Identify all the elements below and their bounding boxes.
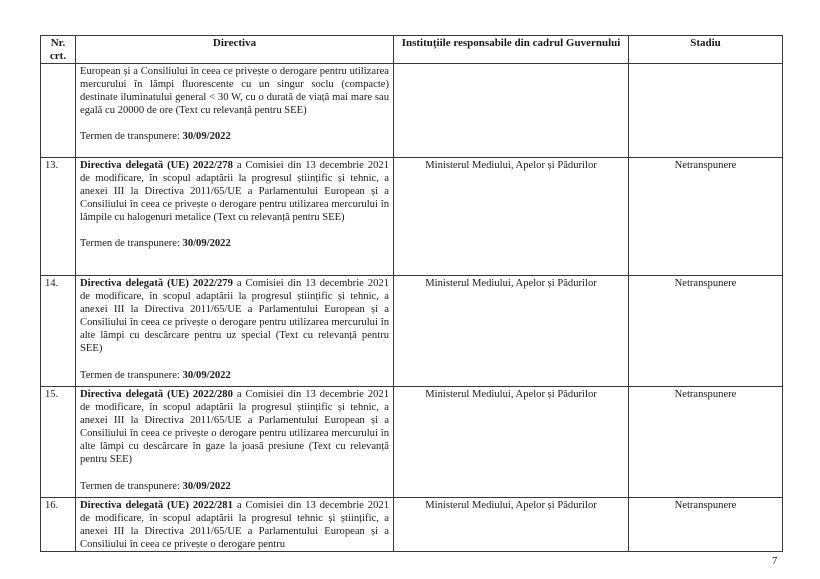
table-row	[41, 158, 783, 276]
directives-table	[40, 35, 783, 552]
deadline-date: 30/09/2022	[182, 131, 231, 143]
directive-text: a Comisiei din 13 decembrie 2021 de modificare, în scopul adaptării la progresul științific și tehnic, a anexei III la Directiva 2011/65/UE a Parlamentului European și a Consiliului în ceea ce privește o derogare pentru utilizarea mercurului în alte lămpi cu descărcare pentru uz special (Text cu relevanță pentru SEE)	[80, 278, 389, 355]
cell-directiva	[76, 498, 394, 552]
cell-stadiu: Netranspunere	[629, 276, 783, 387]
table-row	[41, 276, 783, 387]
cell-stadiu: Netranspunere	[629, 387, 783, 498]
directive-text: a Comisiei din 13 decembrie 2021 de modificare, în scopul adaptării la progresul științific și tehnic, a anexei III la Directiva 2011/65/UE a Parlamentului European și a Consiliului în ceea ce privește o derogare pentru utilizarea mercurului în alte lămpi cu descărcare în gaze la joasă presiune (Text cu relevanță pentru SEE)	[80, 389, 389, 466]
table-header-row	[41, 36, 783, 64]
table-row	[41, 387, 783, 498]
cell-directiva	[76, 158, 394, 276]
cell-institutie	[394, 64, 629, 158]
cell-nr: 13.	[41, 158, 76, 276]
deadline-date: 30/09/2022	[182, 238, 231, 250]
cell-nr: 14.	[41, 276, 76, 387]
cell-institutie: Ministerul Mediului, Apelor și Pădurilor	[394, 387, 629, 498]
table-row-continuation	[41, 64, 783, 158]
transposition-deadline	[80, 480, 389, 493]
page-number: 7	[772, 556, 778, 567]
directive-title: Directiva delegată (UE) 2022/281	[80, 500, 233, 511]
deadline-date: 30/09/2022	[182, 369, 231, 381]
header-institutii: Instituțiile responsabile din cadrul Guvernului	[394, 36, 629, 64]
cell-institutie: Ministerul Mediului, Apelor și Pădurilor	[394, 276, 629, 387]
directive-text: a Comisiei din 13 decembrie 2021 de modificare, în scopul adaptării la progresul științific și tehnic, a anexei III la Directiva 2011/65/UE a Parlamentului European și a Consiliului în ceea ce privește o derogare pentru utilizarea mercurului în lămpile cu halogenuri metalice (Text cu relevanță pentru SEE)	[80, 160, 389, 224]
cell-institutie: Ministerul Mediului, Apelor și Pădurilor	[394, 158, 629, 276]
transposition-deadline	[80, 369, 389, 382]
cell-stadiu: Netranspunere	[629, 158, 783, 276]
directive-text: European și a Consiliului în ceea ce privește o derogare pentru utilizarea mercurului în lămpi fluorescente cu un singur soclu (compacte) destinate iluminatului general < 30 W, cu o durată de viață mai mare sau egală cu 20000 de ore (Text cu relevanță pentru SEE)	[80, 66, 389, 117]
transposition-deadline	[80, 130, 389, 143]
cell-directiva	[76, 64, 394, 158]
cell-nr: 15.	[41, 387, 76, 498]
deadline-date: 30/09/2022	[182, 480, 231, 492]
directive-title: Directiva delegată (UE) 2022/280	[80, 389, 233, 400]
deadline-label: Termen de transpunere:	[80, 238, 183, 250]
cell-stadiu: Netranspunere	[629, 498, 783, 552]
cell-stadiu	[629, 64, 783, 158]
header-nr: Nr. crt.	[41, 36, 76, 64]
header-directiva: Directiva	[76, 36, 394, 64]
transposition-deadline	[80, 237, 389, 250]
table-row	[41, 498, 783, 552]
deadline-label: Termen de transpunere:	[80, 369, 183, 381]
cell-nr	[41, 64, 76, 158]
cell-nr: 16.	[41, 498, 76, 552]
directive-title: Directiva delegată (UE) 2022/279	[80, 278, 233, 289]
cell-directiva	[76, 387, 394, 498]
cell-directiva	[76, 276, 394, 387]
cell-institutie: Ministerul Mediului, Apelor și Pădurilor	[394, 498, 629, 552]
deadline-label: Termen de transpunere:	[80, 480, 183, 492]
directive-text: a Comisiei din 13 decembrie 2021 de modificare, în scopul adaptării la progresul tehnic și științific, a anexei III la Directiva 2011/65/UE a Parlamentului European și a Consiliului în ceea ce privește o derogare pentru	[80, 500, 389, 551]
header-stadiu: Stadiu	[629, 36, 783, 64]
directive-title: Directiva delegată (UE) 2022/278	[80, 160, 233, 171]
deadline-label: Termen de transpunere:	[80, 131, 183, 143]
